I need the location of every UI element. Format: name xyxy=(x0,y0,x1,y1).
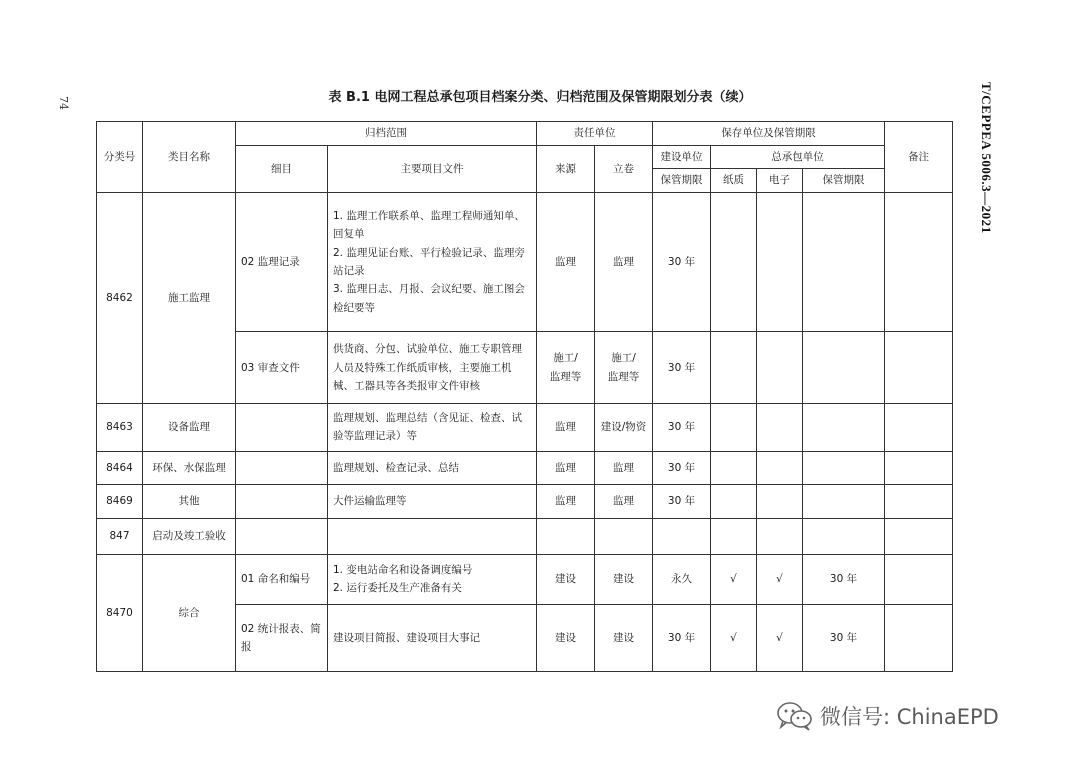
table-row xyxy=(97,192,953,331)
archive-classification-table xyxy=(96,121,953,672)
row-remarks xyxy=(885,404,953,452)
row-category: 施工监理 xyxy=(143,192,236,403)
header-code: 分类号 xyxy=(97,122,143,193)
header-paper: 纸质 xyxy=(711,169,757,193)
row-remarks xyxy=(885,451,953,484)
row-documents: 大件运输监理等 xyxy=(328,484,537,518)
header-responsibility: 责任单位 xyxy=(537,122,653,146)
row-documents: 建设项目简报、建设项目大事记 xyxy=(328,605,537,672)
header-retention: 保存单位及保管期限 xyxy=(653,122,885,146)
row-item: 03 审查文件 xyxy=(236,332,328,404)
row-source: 监理 xyxy=(537,404,595,452)
row-documents: 监理规划、监理总结（含见证、检查、试验等监理记录）等 xyxy=(328,404,537,452)
row-electronic: √ xyxy=(757,554,803,605)
row-period: 永久 xyxy=(653,554,711,605)
row-contractor-period xyxy=(803,332,885,404)
row-item: 01 命名和编号 xyxy=(236,554,328,605)
row-code: 847 xyxy=(97,519,143,554)
row-filing: 监理 xyxy=(595,192,653,331)
row-documents xyxy=(328,519,537,554)
row-code: 8463 xyxy=(97,404,143,452)
row-category: 环保、水保监理 xyxy=(143,451,236,484)
row-remarks xyxy=(885,332,953,404)
header-source: 来源 xyxy=(537,145,595,192)
row-paper: √ xyxy=(711,554,757,605)
row-paper xyxy=(711,451,757,484)
header-construction-unit: 建设单位 xyxy=(653,145,711,169)
header-filing: 立卷 xyxy=(595,145,653,192)
row-category: 其他 xyxy=(143,484,236,518)
row-item: 02 监理记录 xyxy=(236,192,328,331)
row-category: 启动及竣工验收 xyxy=(143,519,236,554)
row-paper xyxy=(711,404,757,452)
watermark-text: 微信号: ChinaEPD xyxy=(820,705,999,729)
row-period: 30 年 xyxy=(653,332,711,404)
row-remarks xyxy=(885,192,953,331)
row-source: 建设 xyxy=(537,605,595,672)
table-row xyxy=(97,554,953,605)
row-item xyxy=(236,404,328,452)
header-scope: 归档范围 xyxy=(236,122,537,146)
row-period: 30 年 xyxy=(653,192,711,331)
table-row xyxy=(97,404,953,452)
table-row xyxy=(97,451,953,484)
page-number: 74 xyxy=(57,96,70,110)
row-source xyxy=(537,519,595,554)
row-contractor-period xyxy=(803,192,885,331)
row-paper xyxy=(711,484,757,518)
row-contractor-period: 30 年 xyxy=(803,554,885,605)
row-electronic xyxy=(757,451,803,484)
row-remarks xyxy=(885,605,953,672)
row-filing: 建设/物资 xyxy=(595,404,653,452)
row-electronic xyxy=(757,332,803,404)
row-filing: 监理 xyxy=(595,451,653,484)
row-category: 综合 xyxy=(143,554,236,671)
wechat-icon xyxy=(776,701,814,731)
table-row xyxy=(97,519,953,554)
row-electronic xyxy=(757,404,803,452)
header-category: 类目名称 xyxy=(143,122,236,193)
header-contractor-period: 保管期限 xyxy=(803,169,885,193)
row-remarks xyxy=(885,554,953,605)
row-item xyxy=(236,451,328,484)
header-electronic: 电子 xyxy=(757,169,803,193)
row-category: 设备监理 xyxy=(143,404,236,452)
row-code: 8469 xyxy=(97,484,143,518)
row-documents: 1. 监理工作联系单、监理工程师通知单、回复单 2. 监理见证台账、平行检验记录、监理旁站记录 3. 监理日志、月报、会议纪要、施工图会检纪要等 xyxy=(328,192,537,331)
row-period xyxy=(653,519,711,554)
header-contractor-unit: 总承包单位 xyxy=(711,145,885,169)
row-filing: 建设 xyxy=(595,554,653,605)
row-source: 监理 xyxy=(537,484,595,518)
row-source: 施工/ 监理等 xyxy=(537,332,595,404)
row-electronic xyxy=(757,192,803,331)
row-contractor-period xyxy=(803,451,885,484)
row-period: 30 年 xyxy=(653,605,711,672)
row-paper: √ xyxy=(711,605,757,672)
row-period: 30 年 xyxy=(653,404,711,452)
row-contractor-period xyxy=(803,404,885,452)
row-paper xyxy=(711,519,757,554)
watermark xyxy=(776,700,999,732)
header-documents: 主要项目文件 xyxy=(328,145,537,192)
standard-code: T/CEPPEA 5006.3—2021 xyxy=(979,82,994,234)
row-item xyxy=(236,519,328,554)
row-period: 30 年 xyxy=(653,484,711,518)
row-documents: 监理规划、检查记录、总结 xyxy=(328,451,537,484)
row-period: 30 年 xyxy=(653,451,711,484)
row-documents: 供货商、分包、试验单位、施工专职管理人员及特殊工作纸质审核，主要施工机械、工器具等各类报审文件审核 xyxy=(328,332,537,404)
row-documents: 1. 变电站命名和设备调度编号 2. 运行委托及生产准备有关 xyxy=(328,554,537,605)
row-code: 8462 xyxy=(97,192,143,403)
row-filing: 监理 xyxy=(595,484,653,518)
header-construction-period: 保管期限 xyxy=(653,169,711,193)
row-paper xyxy=(711,192,757,331)
header-item: 细目 xyxy=(236,145,328,192)
row-item xyxy=(236,484,328,518)
row-code: 8470 xyxy=(97,554,143,671)
row-remarks xyxy=(885,519,953,554)
row-filing: 施工/ 监理等 xyxy=(595,332,653,404)
row-electronic xyxy=(757,519,803,554)
table-row xyxy=(97,484,953,518)
row-electronic: √ xyxy=(757,605,803,672)
table-title: 表 B.1 电网工程总承包项目档案分类、归档范围及保管期限划分表（续） xyxy=(328,90,752,105)
header-remarks: 备注 xyxy=(885,122,953,193)
row-electronic xyxy=(757,484,803,518)
row-code: 8464 xyxy=(97,451,143,484)
row-paper xyxy=(711,332,757,404)
row-filing xyxy=(595,519,653,554)
row-contractor-period: 30 年 xyxy=(803,605,885,672)
row-filing: 建设 xyxy=(595,605,653,672)
row-item: 02 统计报表、简报 xyxy=(236,605,328,672)
row-contractor-period xyxy=(803,484,885,518)
row-source: 监理 xyxy=(537,192,595,331)
row-remarks xyxy=(885,484,953,518)
row-contractor-period xyxy=(803,519,885,554)
row-source: 监理 xyxy=(537,451,595,484)
row-source: 建设 xyxy=(537,554,595,605)
